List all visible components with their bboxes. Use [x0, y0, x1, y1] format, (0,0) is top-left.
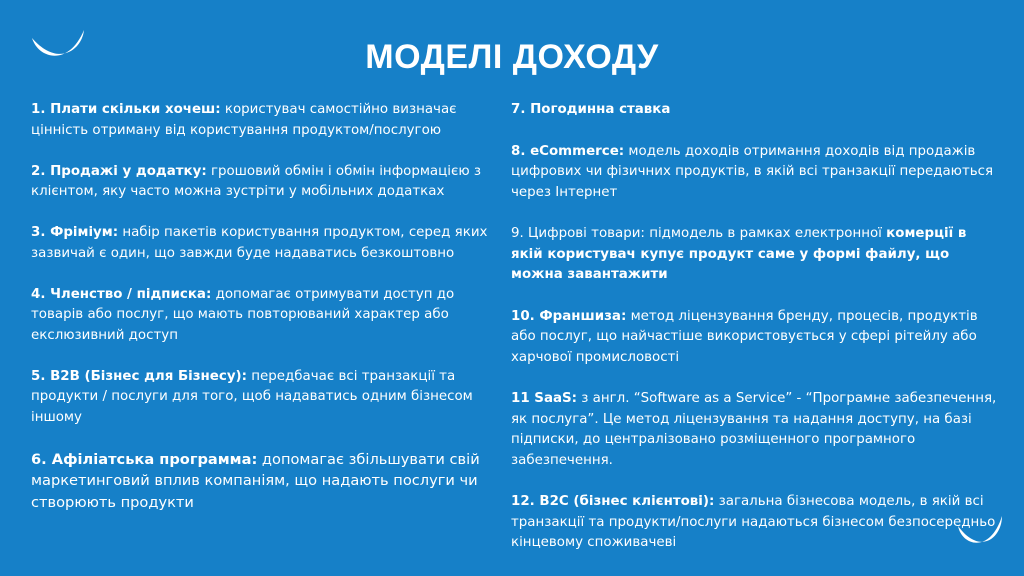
- list-item: [511, 389, 1001, 471]
- list-item: [511, 142, 1001, 204]
- item-text: метод ліцензування бренду, процесів, продуктів або послуг, що найчастіше використовується у сфері рітейлу або харчової промисловості: [511, 308, 978, 365]
- list-item: [511, 492, 1001, 554]
- list-item: [511, 307, 1001, 369]
- item-heading: 1. Плати скільки хочеш:: [31, 102, 221, 117]
- list-item: [31, 367, 491, 429]
- item-heading: 4. Членство / підписка:: [31, 286, 212, 302]
- item-heading: 3. Фріміум:: [31, 225, 119, 240]
- list-item: [511, 224, 1001, 286]
- list-item: [31, 162, 491, 203]
- item-text: допомагає збільшувати свій маркетинговий вплив компаніям, що надають послуги чи створюють продукти: [31, 450, 480, 511]
- crescent-logo-icon: [956, 514, 1004, 552]
- item-heading: 6. Афіліатська программа:: [31, 450, 258, 468]
- list-item: [31, 285, 491, 347]
- item-text: допомагає отримувати доступ до товарів або послуг, що мають повторюваний характер або екслюзивний доступ: [31, 286, 455, 343]
- item-text: передбачає всі транзакції та продукти / послуги для того, щоб надаватись одним бізнесом іншому: [31, 368, 473, 425]
- item-text: 9. Цифрові товари: підмодель в рамках електронної: [511, 226, 887, 241]
- item-heading: 11 SaaS:: [511, 391, 578, 406]
- list-item: [31, 223, 491, 264]
- list-item: [511, 100, 1001, 121]
- right-column: [511, 100, 1001, 575]
- item-text: загальна бізнесова модель, в якій всі транзакції та продукти/послуги надаються бізнесом безпосередньо кінцевому споживачеві: [511, 494, 996, 550]
- item-heading: 12. B2C (бізнес клієнтові):: [511, 494, 715, 509]
- item-text: грошовий обмін і обмін інформацією з клієнтом, яку часто можна зустріти у мобільних додатках: [31, 163, 481, 199]
- item-heading: комерції в якій користувач купує продукт саме у формі файлу, що можна завантажити: [511, 226, 967, 282]
- item-text: набір пакетів користування продуктом, серед яких зазвичай є один, що завжди буде надаватись безкоштовно: [31, 225, 488, 261]
- left-column: [31, 100, 491, 534]
- item-heading: 5. B2B (Бізнес для Бізнесу):: [31, 368, 248, 384]
- list-item: [31, 449, 491, 514]
- item-text: модель доходів отримання доходів від продажів цифрових чи фізичних продуктів, в якій всі транзакції передаються через Інтернет: [511, 143, 994, 200]
- list-item: [31, 100, 491, 141]
- item-text: з англ. “Software as a Service” - “Програмне забезпечення, як послуга”. Це метод ліцензування та надання доступу, на базі підписки, до централізовано розміщенного програмного забезпечення.: [511, 391, 997, 468]
- page-title: МОДЕЛІ ДОХОДУ: [365, 38, 659, 76]
- item-heading: 8. eCommerce:: [511, 143, 625, 159]
- item-heading: 2. Продажі у додатку:: [31, 163, 207, 179]
- item-heading: 7. Погодинна ставка: [511, 102, 671, 117]
- item-heading: 10. Франшиза:: [511, 308, 627, 324]
- item-text: користувач самостійно визначає цінність отриману від користування продуктом/послугою: [31, 102, 457, 138]
